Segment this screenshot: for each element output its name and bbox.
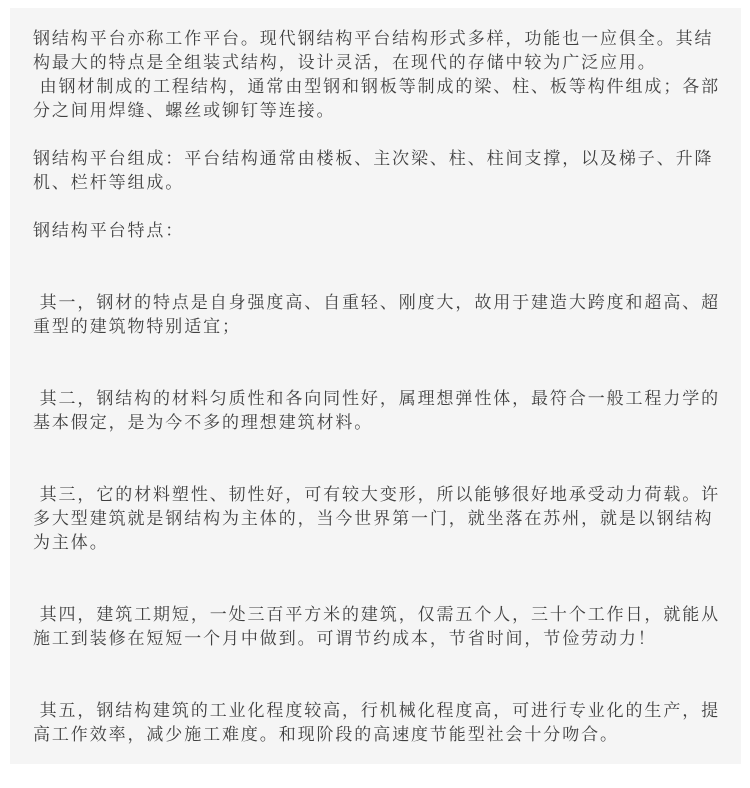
document-panel <box>10 8 741 764</box>
paragraph: 由钢材制成的工程结构，通常由型钢和钢板等制成的梁、柱、板等构件组成；各部分之间用焊缝、螺丝或铆钉等连接。 <box>33 77 721 120</box>
paragraph: 钢结构平台组成：平台结构通常由楼板、主次梁、柱、柱间支撑，以及梯子、升降机、栏杆等组成。 <box>33 149 714 192</box>
document-body <box>10 8 741 764</box>
paragraph: 其五，钢结构建筑的工业化程度较高，行机械化程度高，可进行专业化的生产，提高工作效率，减少施工难度。和现阶段的高速度节能型社会十分吻合。 <box>33 701 721 744</box>
paragraph: 其三，它的材料塑性、韧性好，可有较大变形，所以能够很好地承受动力荷载。许多大型建筑就是钢结构为主体的，当今世界第一门，就坐落在苏州，就是以钢结构为主体。 <box>33 485 721 552</box>
paragraph: 其四，建筑工期短，一处三百平方米的建筑，仅需五个人，三十个工作日，就能从施工到装修在短短一个月中做到。可谓节约成本，节省时间，节俭劳动力！ <box>33 605 721 648</box>
paragraph: 其二，钢结构的材料匀质性和各向同性好，属理想弹性体，最符合一般工程力学的基本假定，是为今不多的理想建筑材料。 <box>33 389 721 432</box>
paragraph: 钢结构平台特点： <box>33 221 185 240</box>
paragraph: 其一，钢材的特点是自身强度高、自重轻、刚度大，故用于建造大跨度和超高、超重型的建筑物特别适宜； <box>33 293 721 336</box>
paragraph: 钢结构平台亦称工作平台。现代钢结构平台结构形式多样，功能也一应俱全。其结构最大的特点是全组装式结构，设计灵活，在现代的存储中较为广泛应用。 <box>33 29 714 72</box>
